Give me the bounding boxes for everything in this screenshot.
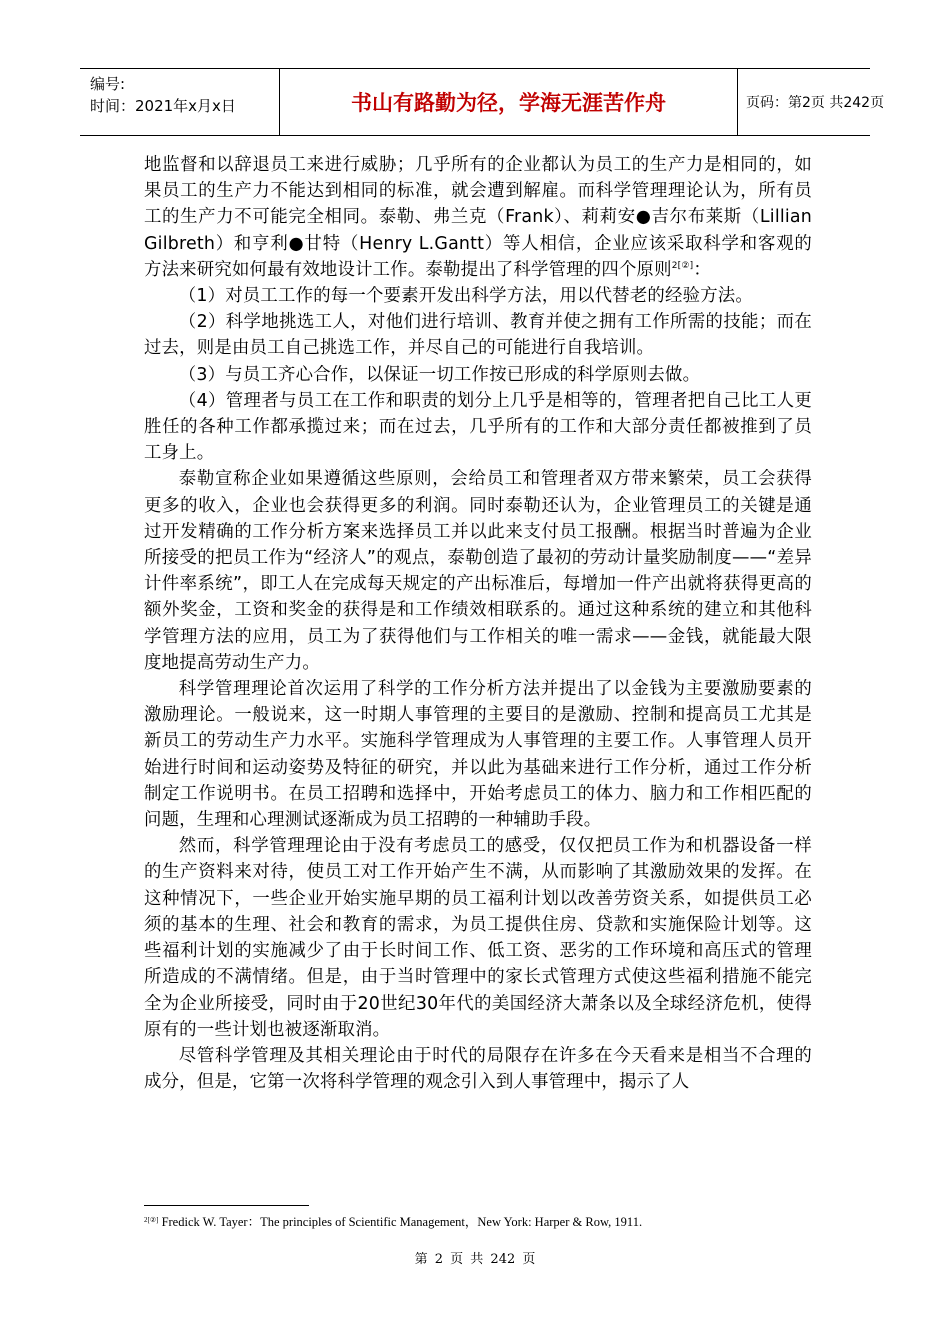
document-body <box>144 152 812 1095</box>
paragraph-text: 地监督和以辞退员工来进行威胁；几乎所有的企业都认为员工的生产力是相同的，如果员工的生产力不能达到相同的标准，就会遭到解雇。而科学管理理论认为，所有员工的生产力不可能完全相同。泰勒、弗兰克（Frank）、莉莉安●吉尔布莱斯（Lillian Gilbreth）和亨利●甘特（Henry L.Gantt）等人相信，企业应该采取科学和客观的方法来研究如何最有效地设计工作。泰勒提出了科学管理的四个原则 <box>144 155 812 280</box>
principle-item: （4）管理者与员工在工作和职责的划分上几乎是相等的，管理者把自己比工人更胜任的各种工作都承揽过来；而在过去，几乎所有的工作和大部分责任都被推到了员工身上。 <box>144 390 812 464</box>
page-header <box>80 68 885 136</box>
principle-item: （1）对员工工作的每一个要素开发出科学方法，用以代替老的经验方法。 <box>178 286 753 307</box>
footnote <box>144 1212 844 1230</box>
principle-item: （3）与员工齐心合作，以保证一切工作按已形成的科学原则去做。 <box>178 364 701 385</box>
footnote-text: Fredick W. Tayer：The principles of Scientific Management，New York: Harper & Row, 1911. <box>158 1215 643 1229</box>
document-date: 时间：2021年x月x日 <box>90 97 236 115</box>
paragraph <box>144 152 812 283</box>
document-number-label: 编号: <box>90 75 126 93</box>
footnote-divider <box>144 1205 309 1206</box>
paragraph: 科学管理理论首次运用了科学的工作分析方法并提出了以金钱为主要激励要素的激励理论。一般说来，这一时期人事管理的主要目的是激励、控制和提高员工尤其是新员工的劳动生产力水平。实施科学管理成为人事管理的主要工作。人事管理人员开始进行时间和运动姿势及特征的研究，并以此为基础来进行工作分析，通过工作分析制定工作说明书。在员工招聘和选择中，开始考虑员工的体力、脑力和工作相匹配的问题，生理和心理测试逐渐成为员工招聘的一种辅助手段。 <box>144 679 812 831</box>
paragraph: 然而，科学管理理论由于没有考虑员工的感受，仅仅把员工作为和机器设备一样的生产资料来对待，使员工对工作开始产生不满，从而影响了其激励效果的发挥。在这种情况下，一些企业开始实施早期的员工福利计划以改善劳资关系，如提供员工必须的基本的生理、社会和教育的需求，为员工提供住房、贷款和实施保险计划等。这些福利计划的实施减少了由于长时间工作、低工资、恶劣的工作环境和高压式的管理所造成的不满情绪。但是，由于当时管理中的家长式管理方式使这些福利措施不能完全为企业所接受，同时由于20世纪30年代的美国经济大萧条以及全球经济危机，使得原有的一些计划也被逐渐取消。 <box>144 836 812 1040</box>
paragraph-text: ： <box>693 259 711 280</box>
footnote-marker: 2[②] <box>144 1216 159 1224</box>
paragraph: 泰勒宣称企业如果遵循这些原则，会给员工和管理者双方带来繁荣，员工会获得更多的收入，企业也会获得更多的利润。同时泰勒还认为，企业管理员工的关键是通过开发精确的工作分析方案来选择员工并以此来支付员工报酬。根据当时普遍为企业所接受的把员工作为“经济人”的观点，泰勒创造了最初的劳动计量奖励制度——“差异计件率系统”，即工人在完成每天规定的产出标准后，每增加一件产出就将获得更高的额外奖金，工资和奖金的获得是和工作绩效相联系的。通过这种系统的建立和其他科学管理方法的应用，员工为了获得他们与工作相关的唯一需求——金钱，就能最大限度地提高劳动生产力。 <box>144 469 812 673</box>
paragraph: 尽管科学管理及其相关理论由于时代的局限存在许多在今天看来是相当不合理的成分，但是，它第一次将科学管理的观念引入到人事管理中，揭示了人 <box>144 1045 812 1093</box>
page-footer: 第 2 页 共 242 页 <box>414 1252 536 1267</box>
header-page-info: 页码：第2页 共242页 <box>746 95 885 111</box>
principle-item: （2）科学地挑选工人，对他们进行培训、教育并使之拥有工作所需的技能；而在过去，则是由员工自己挑选工作，并尽自己的可能进行自我培训。 <box>144 312 812 359</box>
header-motto: 书山有路勤为径，学海无涯苦作舟 <box>280 69 738 135</box>
footnote-reference[interactable]: 2[②] <box>671 260 694 271</box>
header-meta-cell <box>80 69 280 135</box>
